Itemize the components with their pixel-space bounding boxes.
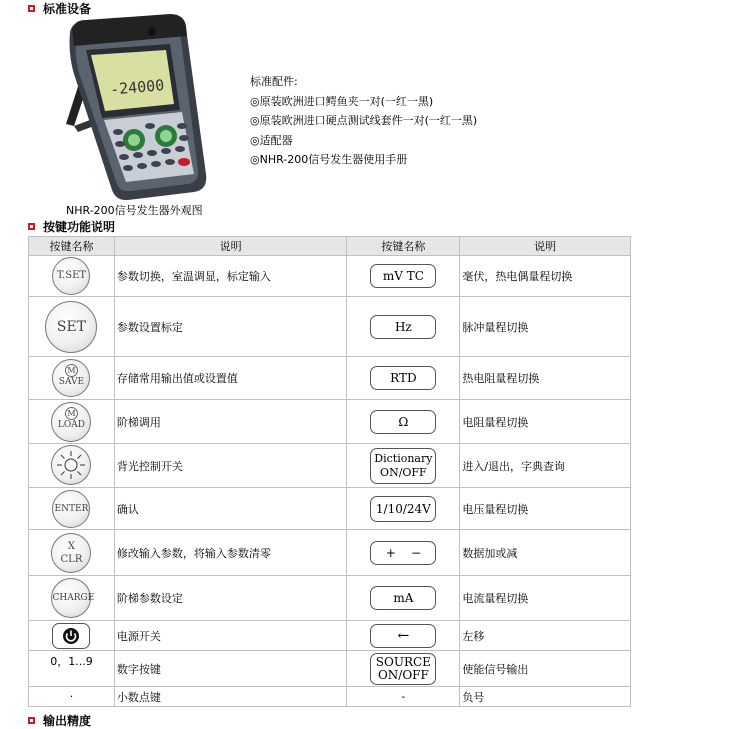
table-row [29,687,631,707]
table-row [29,530,631,576]
table-row [29,651,631,687]
dictionary-key-icon [370,448,436,484]
key-description: 确认 [114,488,347,530]
table-row [29,488,631,530]
key-description: 脉冲量程切换 [460,297,631,357]
section-heading-key-functions [28,218,115,235]
digit-keys-label: 0，1...9 [50,655,93,668]
accessory-item: ◎原装欧洲进口鳄鱼夹一对(一红一黑) [250,94,434,108]
section-title: 输出精度 [43,714,92,728]
display-value: -24000 [109,76,166,99]
device-illustration [60,14,210,202]
save-key-icon [52,359,90,397]
key-label: CLR [60,553,83,565]
device-caption: NHR-200信号发生器外观图 [66,204,203,217]
key-description: 负号 [460,687,631,707]
key-description: 进入/退出，字典查询 [460,444,631,488]
minus-key: - [347,687,460,707]
key-description: 修改输入参数，将输入参数清零 [114,530,347,576]
key-description: 电压量程切换 [460,488,631,530]
source-key-icon [370,653,436,685]
key-description: 阶梯调用 [114,400,347,444]
key-label: SOURCE [375,654,431,669]
accessories-title: 标准配件: [250,75,298,88]
table-row [29,576,631,621]
table-row [29,400,631,444]
key-label: Dictionary [374,451,433,465]
key-description: 数据加或减 [460,530,631,576]
memory-badge: M [65,364,78,377]
key-description: 存储常用输出值或设置值 [114,357,347,400]
bullet-icon [28,5,35,12]
mv-tc-key-icon: mV TC [370,264,436,288]
section-heading-output-precision [28,712,91,729]
section-title: 标准设备 [43,2,92,16]
key-description: 阶梯参数设定 [114,576,347,621]
key-description: 左移 [460,621,631,651]
column-header: 按键名称 [347,237,460,256]
power-icon [53,624,89,648]
bullet-icon [28,717,35,724]
sun-icon [52,446,90,484]
key-description: 电阻量程切换 [460,400,631,444]
column-header: 说明 [460,237,631,256]
table-header-row [29,237,631,256]
key-function-table [28,236,631,707]
table-row [29,621,631,651]
key-description: 毫伏，热电偶量程切换 [460,256,631,297]
key-description: 数字按键 [114,651,347,687]
key-label: X [67,540,76,552]
memory-badge: M [65,407,78,420]
hz-key-icon: Hz [370,315,436,339]
ma-key-icon: mA [370,586,436,610]
key-label: SAVE [58,377,85,387]
accessory-item: ◎NHR-200信号发生器使用手册 [250,153,408,166]
ohm-key-icon: Ω [370,410,436,434]
decimal-point-key: · [29,687,115,707]
tset-key-icon: T.SET [52,257,90,295]
column-header: 说明 [114,237,347,256]
bullet-icon [28,223,35,230]
key-description: 参数切换，室温调显，标定输入 [114,256,347,297]
table-row [29,256,631,297]
key-description: 电流量程切换 [460,576,631,621]
clr-key-icon [51,533,91,573]
table-row [29,297,631,357]
accessory-item: ◎适配器 [250,133,293,147]
accessories-list [250,72,477,170]
key-description: 热电阻量程切换 [460,357,631,400]
set-key-icon: SET [45,301,97,353]
plus-minus-key-icon: + − [370,541,436,565]
section-title: 按键功能说明 [43,220,116,234]
rtd-key-icon: RTD [370,366,436,390]
key-label: ON/OFF [380,465,427,479]
key-description: 使能信号输出 [460,651,631,687]
column-header: 按键名称 [29,237,115,256]
load-key-icon [51,402,91,442]
power-key [52,623,90,649]
charge-key-icon: CHARGE [51,578,91,618]
key-label: LOAD [57,419,85,430]
enter-key-icon: ENTER [52,490,90,528]
key-description: 小数点键 [114,687,347,707]
key-description: 电源开关 [114,621,347,651]
table-row [29,357,631,400]
left-arrow-key-icon: ← [370,624,436,648]
voltage-range-key-icon: 1/10/24V [370,496,436,522]
key-description: 背光控制开关 [114,444,347,488]
key-description: 参数设置标定 [114,297,347,357]
key-label: ON/OFF [377,667,429,682]
table-row [29,444,631,488]
accessory-item: ◎原装欧洲进口硬点测试线套件一对(一红一黑) [250,114,478,127]
backlight-key [51,445,91,485]
